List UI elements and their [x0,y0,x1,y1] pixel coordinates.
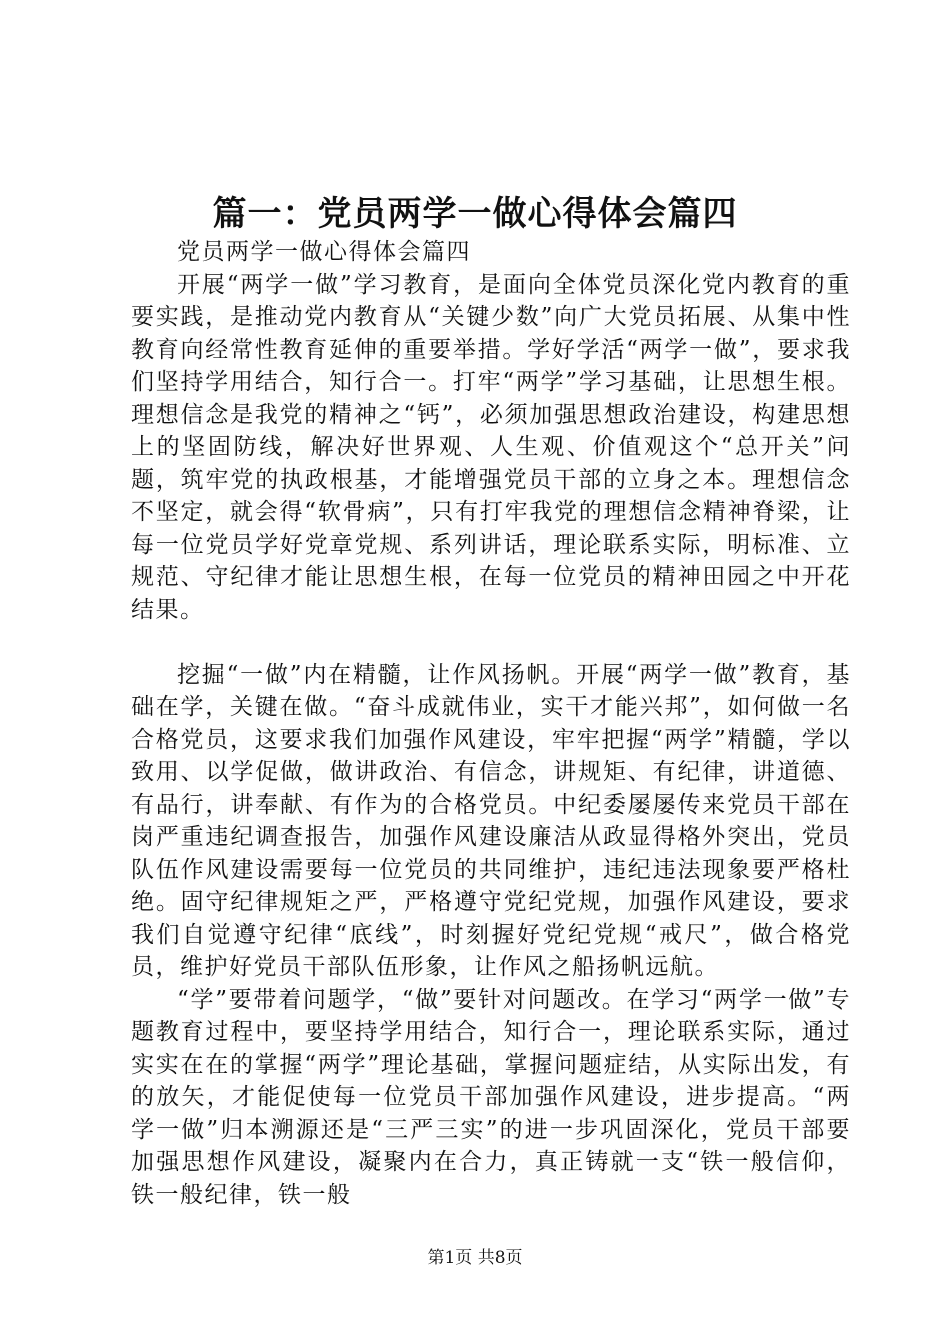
document-body [131,236,851,1211]
paragraph: 开展“两学一做”学习教育，是面向全体党员深化党内教育的重要实践，是推动党内教育从“关键少数”向广大党员拓展、从集中性教育向经常性教育延伸的重要举措。学好学活“两学一做”，要求我们坚持学用结合，知行合一。打牢“两学”学习基础，让思想生根。理想信念是我党的精神之“钙”，必须加强思想政治建设，构建思想上的坚固防线，解决好世界观、人生观、价值观这个“总开关”问题，筑牢党的执政根基，才能增强党员干部的立身之本。理想信念不坚定，就会得“软骨病”，只有打牢我党的理想信念精神脊梁，让每一位党员学好党章党规、系列讲话，理论联系实际，明标准、立规范、守纪律才能让思想生根，在每一位党员的精神田园之中开花结果。 [131,271,851,623]
paragraph: 挖掘“一做”内在精髓，让作风扬帆。开展“两学一做”教育，基础在学，关键在做。“奋斗成就伟业，实干才能兴邦”，如何做一名合格党员，这要求我们加强作风建设，牢牢把握“两学”精髓，学以致用、以学促做，做讲政治、有信念，讲规矩、有纪律，讲道德、有品行，讲奉献、有作为的合格党员。中纪委屡屡传来党员干部在岗严重违纪调查报告，加强作风建设廉洁从政显得格外突出，党员队伍作风建设需要每一位党员的共同维护，违纪违法现象要严格杜绝。固守纪律规矩之严，严格遵守党纪党规，加强作风建设，要求我们自觉遵守纪律“底线”，时刻握好党纪党规“戒尺”，做合格党员，维护好党员干部队伍形象，让作风之船扬帆远航。 [131,661,851,980]
paragraph: “学”要带着问题学，“做”要针对问题改。在学习“两学一做”专题教育过程中，要坚持学用结合，知行合一，理论联系实际，通过实实在在的掌握“两学”理论基础，掌握问题症结，从实际出发，有的放矢，才能促使每一位党员干部加强作风建设，进步提高。“两学一做”归本溯源还是“三严三实”的进一步巩固深化，党员干部要加强思想作风建设，凝聚内在合力，真正铸就一支“铁一般信仰，铁一般纪律，铁一般 [131,986,851,1208]
paragraph-subtitle: 党员两学一做心得体会篇四 [177,239,471,265]
page-footer: 第1页 共8页 [427,1248,523,1268]
document-title: 篇一：党员两学一做心得体会篇四 [212,194,738,234]
